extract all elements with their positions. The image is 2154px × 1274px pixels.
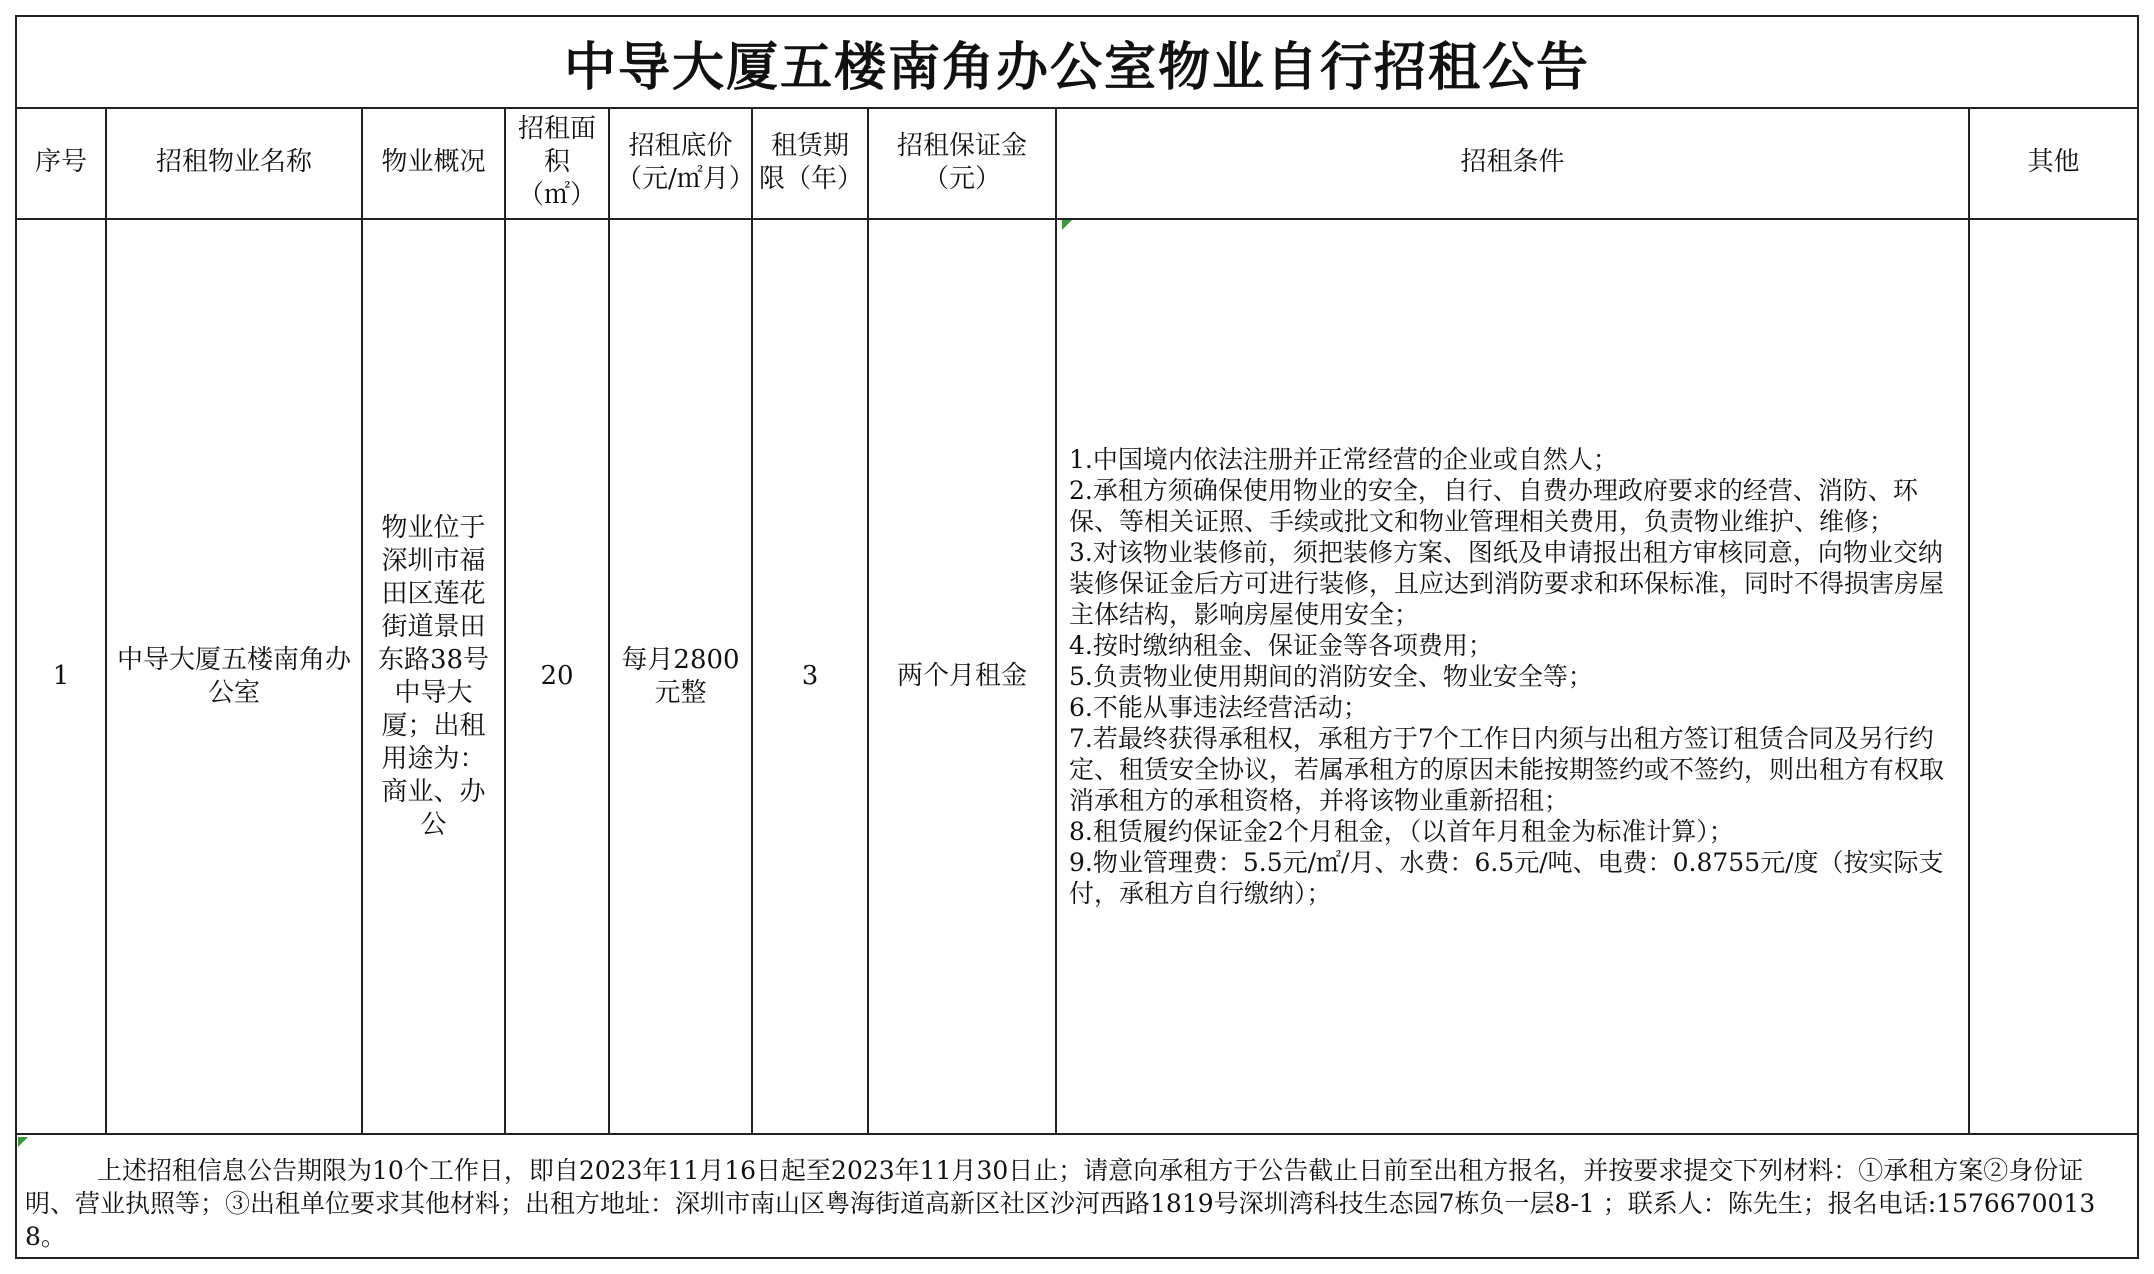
header-area: 招租面积（㎡） <box>505 107 609 219</box>
header-term: 租赁期限（年） <box>752 107 868 219</box>
condition-item: 3.对该物业装修前，须把装修方案、图纸及申请报出租方审核同意，向物业交纳装修保证金后方可进行装修，且应达到消防要求和环保标准，同时不得损害房屋主体结构，影响房屋使用安全； <box>1069 538 1945 629</box>
rental-table <box>17 107 2137 1135</box>
header-overview: 物业概况 <box>362 107 505 219</box>
header-name: 招租物业名称 <box>106 107 362 219</box>
cell-term: 3 <box>752 219 868 1134</box>
cell-area: 20 <box>505 219 609 1134</box>
condition-item: 8.租赁履约保证金2个月租金，（以首年月租金为标准计算）； <box>1069 817 1734 846</box>
cell-conditions <box>1056 219 1969 1134</box>
footer-note: 上述招租信息公告期限为10个工作日，即自2023年11月16日起至2023年11月30日止；请意向承租方于公告截止日前至出租方报名，并按要求提交下列材料：①承租方案②身份证明、营业执照等；③出租单位要求其他材料；出租方地址：深圳市南山区粤海街道高新区社区沙河西路1819号深圳湾科技生态园7栋负一层8-1 ；联系人：陈先生；报名电话:15766700138。 <box>25 1156 2096 1251</box>
cell-other <box>1969 219 2137 1134</box>
page-title: 中导大厦五楼南角办公室物业自行招租公告 <box>563 37 1590 98</box>
header-conditions: 招租条件 <box>1056 107 1969 219</box>
cell-deposit: 两个月租金 <box>868 219 1056 1134</box>
cell-overview: 物业位于深圳市福田区莲花街道景田东路38号中导大厦；出租用途为：商业、办公 <box>362 219 505 1134</box>
condition-item: 4.按时缴纳租金、保证金等各项费用； <box>1069 631 1493 660</box>
table-row <box>17 219 2137 1134</box>
condition-item: 1.中国境内依法注册并正常经营的企业或自然人； <box>1069 445 1618 474</box>
header-index: 序号 <box>17 107 106 219</box>
header-row <box>17 107 2137 219</box>
header-deposit: 招租保证金（元） <box>868 107 1056 219</box>
title-row <box>17 17 2137 109</box>
cell-price: 每月2800元整 <box>609 219 752 1134</box>
condition-item: 7.若最终获得承租权，承租方于7个工作日内须与出租方签订租赁合同及另行约定、租赁安全协议，若属承租方的原因未能按期签约或不签约，则出租方有权取消承租方的承租资格，并将该物业重新招租； <box>1069 724 1945 815</box>
cell-name: 中导大厦五楼南角办公室 <box>106 219 362 1134</box>
condition-item: 2.承租方须确保使用物业的安全，自行、自费办理政府要求的经营、消防、环保、等相关证照、手续或批文和物业管理相关费用，负责物业维护、维修； <box>1069 476 1918 536</box>
cell-marker-icon <box>1062 220 1072 230</box>
header-price: 招租底价（元/㎡月） <box>609 107 752 219</box>
header-other: 其他 <box>1969 107 2137 219</box>
condition-item: 5.负责物业使用期间的消防安全、物业安全等； <box>1069 662 1593 691</box>
condition-item: 9.物业管理费：5.5元/㎡/月、水费：6.5元/吨、电费：0.8755元/度（按实际支付，承租方自行缴纳）； <box>1069 848 1944 908</box>
cell-index: 1 <box>17 219 106 1134</box>
condition-item: 6.不能从事违法经营活动； <box>1069 693 1368 722</box>
notice-sheet <box>15 15 2139 1259</box>
